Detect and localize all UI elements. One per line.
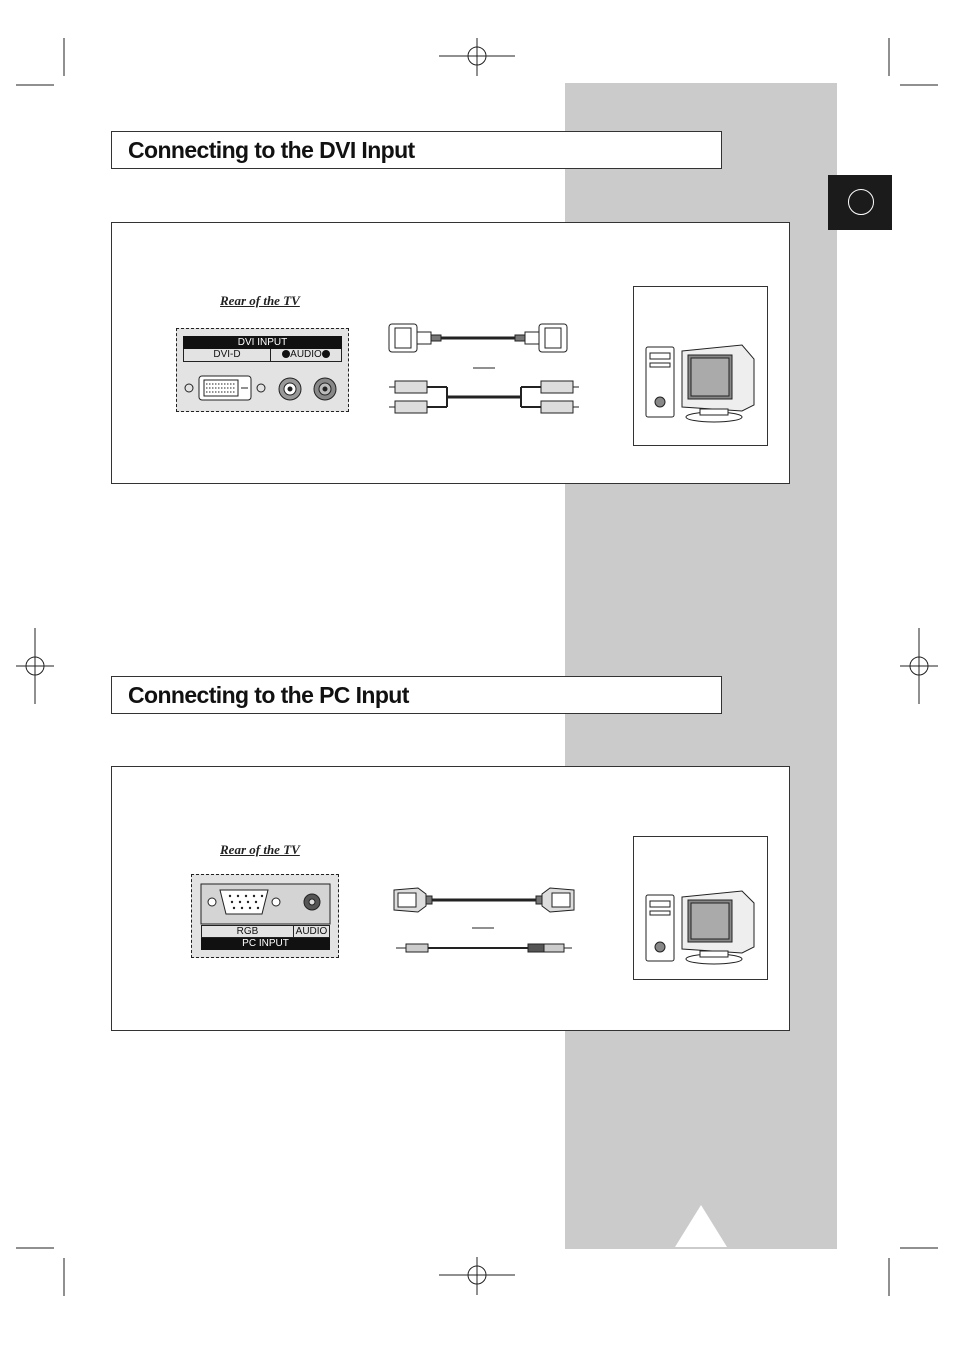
registration-mark-icon bbox=[437, 37, 517, 77]
registration-mark-icon bbox=[15, 627, 55, 705]
pc-illustration bbox=[633, 286, 768, 446]
pc-computer-icon bbox=[634, 287, 767, 445]
pc-input-footer: PC INPUT bbox=[201, 938, 330, 950]
rear-of-tv-label: Rear of the TV bbox=[220, 293, 300, 308]
tab-circle-icon bbox=[848, 189, 874, 215]
mini-jack-cable-icon bbox=[388, 920, 580, 960]
audio-rca-cable-icon bbox=[385, 376, 585, 420]
pc-computer-icon bbox=[634, 837, 767, 979]
section-title: Connecting to the DVI Input bbox=[128, 136, 415, 163]
vga-cable-icon bbox=[388, 884, 580, 920]
page-arrow-icon bbox=[675, 1205, 727, 1247]
dvi-jack-panel bbox=[176, 328, 349, 412]
section-title: Connecting to the PC Input bbox=[128, 681, 409, 708]
pc-jack-panel bbox=[191, 874, 339, 958]
dvi-d-port-label: DVI-D bbox=[183, 349, 271, 362]
registration-mark-icon bbox=[437, 1256, 517, 1296]
section-title-box bbox=[111, 131, 722, 169]
rear-of-tv-label: Rear of the TV bbox=[220, 842, 300, 857]
jack-panel-header: DVI INPUT bbox=[183, 336, 342, 349]
dvi-connectors-icon bbox=[177, 329, 350, 413]
rgb-port-label: RGB bbox=[201, 925, 294, 938]
section-title-box bbox=[111, 676, 722, 714]
audio-label: AUDIO bbox=[290, 349, 322, 360]
registration-mark-icon bbox=[899, 627, 939, 705]
pc-illustration bbox=[633, 836, 768, 980]
audio-port-label: AUDIO bbox=[293, 925, 330, 938]
